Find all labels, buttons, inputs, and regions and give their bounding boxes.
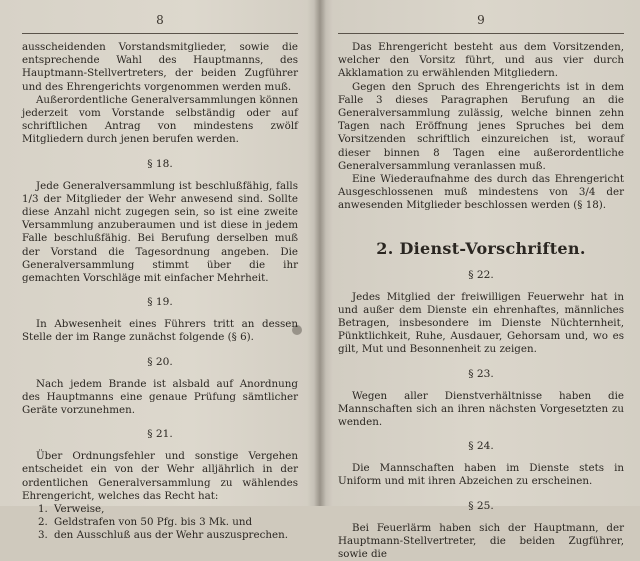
list-item-number: 3.	[38, 529, 48, 542]
left-page	[22, 0, 298, 542]
page-number: 8	[156, 13, 164, 27]
right-page-content	[338, 41, 624, 561]
section-heading: § 18.	[147, 157, 173, 170]
header-rule	[22, 33, 298, 34]
section-heading: § 22.	[468, 268, 494, 281]
book-gutter	[314, 0, 326, 506]
paragraph: Wegen aller Dienstverhältnisse haben die Mannschaften sich an ihren nächsten Vorgesetzten zu wenden.	[338, 389, 624, 429]
paragraph: Außerordentliche Generalversammlungen können jederzeit vom Vorstande selbständig oder auf schriftlichen Antrag von mindestens zwölf Mitgliedern durch jenen berufen werden.	[22, 93, 298, 146]
section-heading: § 21.	[147, 428, 173, 441]
section-heading: § 24.	[468, 440, 494, 453]
paragraph: In Abwesenheit eines Führers tritt an dessen Stelle der im Range zunächst folgende (§ 6).	[22, 318, 298, 344]
paragraph: Die Mannschaften haben im Dienste stets in Uniform und mit ihren Abzeichen zu erscheinen.	[338, 462, 624, 488]
paragraph: ausscheidenden Vorstandsmitglieder, sowie die entsprechende Wahl des Hauptmanns, des Hauptmann-Stellvertreters, der beiden Zugführer und des Ehrengerichts vorgenommen werden muß.	[22, 41, 298, 93]
section-heading: § 25.	[468, 499, 494, 512]
list-item-text: den Ausschluß aus der Wehr auszusprechen.	[54, 529, 288, 542]
list-item	[38, 529, 298, 542]
paragraph: Das Ehrengericht besteht aus dem Vorsitzenden, welcher den Vorsitz führt, und aus vier durch Akklamation zu erwählenden Mitgliedern.	[338, 41, 624, 80]
right-page	[338, 0, 624, 561]
list-item	[38, 503, 298, 516]
list-item-text: Geldstrafen von 50 Pfg. bis 3 Mk. und	[54, 516, 253, 529]
numbered-list	[22, 503, 298, 543]
header-rule	[338, 33, 624, 34]
paragraph: Jede Generalversammlung ist beschlußfähig, falls 1/3 der Mitglieder der Wehr anwesend sind. Sollte diese Anzahl nicht zugegen sein, so ist eine zweite Versammlung anzuberaumen und ist diese in jedem Falle beschlußfähig. Bei Berufung derselben muß der Vorstand die Tagesordnung angeben. Die Generalversammlung stimmt über die ihr gemachten Vorschläge mit einfacher Mehrheit.	[22, 179, 298, 285]
list-item-text: Verweise,	[54, 503, 105, 516]
section-heading: § 20.	[147, 355, 173, 368]
left-page-content	[22, 41, 298, 543]
list-item-number: 1.	[38, 503, 48, 516]
paragraph: Bei Feuerlärm haben sich der Hauptmann, der Hauptmann-Stellvertreter, die beiden Zugführer, sowie die	[338, 521, 624, 561]
list-item-number: 2.	[38, 516, 48, 529]
chapter-heading: 2. Dienst-Vorschriften.	[376, 238, 586, 258]
paragraph: Über Ordnungsfehler und sonstige Vergehen entscheidet ein von der Wehr alljährlich in der ordentlichen Generalversammlung zu wählendes Ehrengericht, welches das Recht hat:	[22, 450, 298, 502]
page-number: 9	[477, 13, 485, 27]
list-item	[38, 516, 298, 529]
paragraph: Jedes Mitglied der freiwilligen Feuerwehr hat in und außer dem Dienste ein ehrenhaftes, männliches Betragen, insbesondere im Dienste Nüchternheit, Pünktlichkeit, Ruhe, Ausdauer, Gehorsam und, wo es gilt, Mut und Besonnenheit zu zeigen.	[338, 290, 624, 356]
paragraph: Gegen den Spruch des Ehrengerichts ist in dem Falle 3 dieses Paragraphen Berufung an die Generalversammlung zulässig, welche binnen zehn Tagen nach Eröffnung jenes Spruches bei dem Vorsitzenden schriftlich einzureichen ist, worauf dieser binnen 8 Tagen eine außerordentliche Generalversammlung veranlassen muß.	[338, 80, 624, 172]
paragraph: Eine Wiederaufnahme des durch das Ehrengericht Ausgeschlossenen muß mindestens von 3/4 der anwesenden Mitglieder beschlossen werden (§ 18).	[338, 173, 624, 212]
paragraph: Nach jedem Brande ist alsbald auf Anordnung des Hauptmanns eine genaue Prüfung sämtlicher Geräte vorzunehmen.	[22, 377, 298, 417]
section-heading: § 19.	[147, 296, 173, 309]
section-heading: § 23.	[468, 367, 494, 380]
